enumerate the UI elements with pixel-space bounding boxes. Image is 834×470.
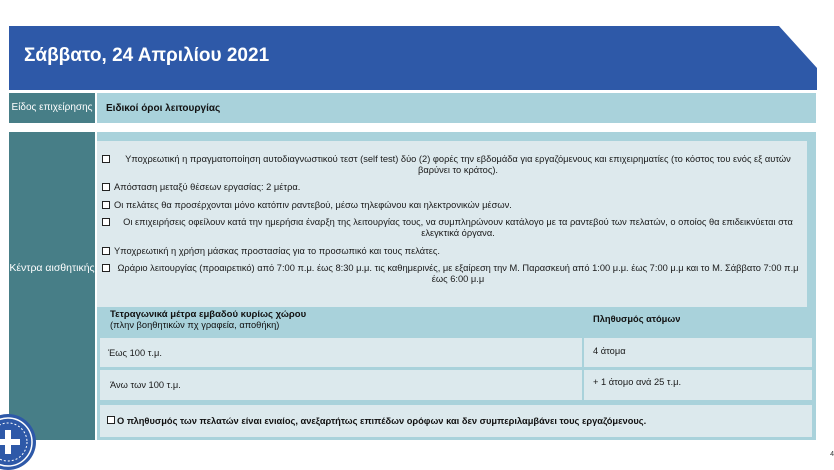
rule-item: Οι επιχειρήσεις οφείλουν κατά την ημερήσια έναρξη της λειτουργίας τους, να συμπληρώνουν κατάλογο με τα ραντεβού των πελατών, ο οποίος θα επιδεικνύεται στα ελεγκτικά όργανα. bbox=[102, 217, 802, 239]
table-cell-area: Έως 100 τ.μ. bbox=[100, 338, 582, 367]
checkbox-bullet-icon bbox=[102, 201, 110, 209]
capacity-table-area-header bbox=[102, 307, 578, 335]
checkbox-bullet-icon bbox=[102, 247, 110, 255]
page-title: Σάββατο, 24 Απριλίου 2021 bbox=[24, 45, 270, 66]
business-type-cell bbox=[9, 132, 95, 440]
rule-item: Απόσταση μεταξύ θέσεων εργασίας: 2 μέτρα. bbox=[102, 182, 802, 193]
checkbox-bullet-icon bbox=[102, 264, 110, 272]
area-header-title: Τετραγωνικά μέτρα εμβαδού κυρίως χώρου bbox=[110, 309, 307, 320]
table-cell-population: + 1 άτομο ανά 25 τ.μ. bbox=[584, 370, 812, 400]
table-cell-population: 4 άτομα bbox=[584, 338, 812, 367]
population-note bbox=[100, 405, 812, 437]
checkbox-bullet-icon bbox=[107, 416, 115, 424]
rule-item: Οι πελάτες θα προσέρχονται μόνο κατόπιν ραντεβού, μέσω τηλεφώνου και ηλεκτρονικών μέσων. bbox=[102, 200, 802, 211]
capacity-table-population-header: Πληθυσμός ατόμων bbox=[584, 307, 810, 335]
rule-item: Ωράριο λειτουργίας (προαιρετικό) από 7:00 π.μ. έως 8:30 μ.μ. τις καθημερινές, με εξαίρεση την Μ. Παρασκευή από 1:00 μ.μ. έως 7:00 μ.μ και το Μ. Σάββατο 7:00 π.μ έως 6:00 μ.μ bbox=[102, 263, 802, 285]
rule-item: Υποχρεωτική η πραγματοποίηση αυτοδιαγνωστικού τεστ (self test) δύο (2) φορές την εβδομάδα για εργαζόμενους και επιχειρηματίες (το κόστος του ενός εξ αυτών βαρύνει το κράτος). bbox=[102, 154, 802, 176]
checkbox-bullet-icon bbox=[102, 218, 110, 226]
checkbox-bullet-icon bbox=[102, 183, 110, 191]
header-special-terms: Ειδικοί όροι λειτουργίας bbox=[97, 93, 816, 123]
business-type-label: Κέντρα αισθητικής bbox=[9, 262, 95, 274]
page-number: 4 bbox=[830, 451, 834, 458]
population-note-text: Ο πληθυσμός των πελατών είναι ενιαίος, ανεξαρτήτως επιπέδων ορόφων και δεν συμπεριλαμβάνει τους εργαζόμενους. bbox=[117, 416, 647, 426]
rule-item: Υποχρεωτική η χρήση μάσκας προστασίας για το προσωπικό και τους πελάτες. bbox=[102, 246, 802, 257]
checkbox-bullet-icon bbox=[102, 155, 110, 163]
header-business-type: Είδος επιχείρησης bbox=[9, 93, 95, 123]
area-header-subtitle: (πλην βοηθητικών πχ γραφεία, αποθήκη) bbox=[110, 320, 280, 330]
rules-list bbox=[102, 154, 802, 306]
table-cell-area: Άνω των 100 τ.μ. bbox=[100, 370, 582, 400]
